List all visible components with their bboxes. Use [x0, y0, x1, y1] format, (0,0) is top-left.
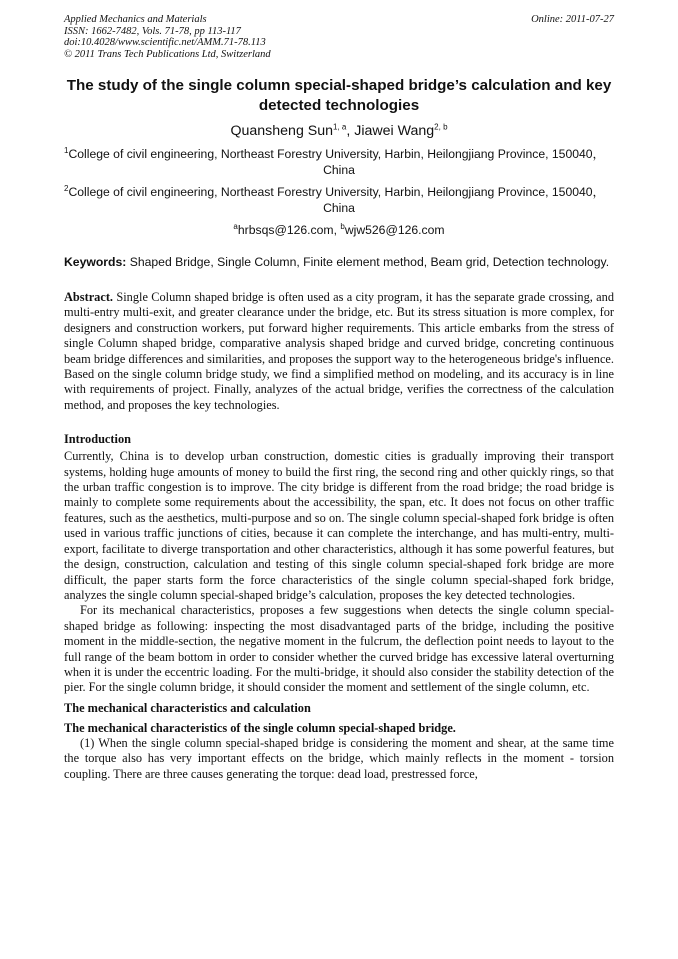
affiliation-2 — [64, 184, 614, 216]
email-b-marker: b — [340, 221, 345, 231]
keywords-text: Shaped Bridge, Single Column, Finite element method, Beam grid, Detection technology. — [126, 255, 610, 269]
journal-header — [64, 14, 614, 60]
author-line — [64, 122, 614, 140]
email-a-marker: a — [233, 221, 238, 231]
section-heading-mechanical: The mechanical characteristics and calculation — [64, 700, 311, 715]
affiliation-1 — [64, 146, 614, 178]
affiliation-1-text: College of civil engineering, Northeast Forestry University, Harbin, Heilongjiang Province, 150040， — [68, 147, 605, 161]
affiliation-2-country: China — [323, 201, 355, 215]
author-2-affiliation: 2, b — [434, 122, 448, 132]
issn-line: ISSN: 1662-7482, Vols. 71-78, pp 113-117 — [64, 25, 241, 37]
online-date: Online: 2011-07-27 — [531, 14, 614, 25]
abstract-text: Single Column shaped bridge is often used as a city program, it has the separate grade crossing, and multi-entry multi-exit, and greater clearance under the bridge, etc. But its stress situation is more complex, for designers and construction workers, put forward higher requirements. This article embarks from the stress of single Column shaped bridge, comparative analysis shaped bridge and curved bridge, concreting continuous beam bridge differences and similarities, and proposes the support way to the heterogeneous bridge's influence. Based on the single column bridge study, we find a simplified method on modeling, and its accuracy is in line with requirements of project. Finally, analyzes of the actual bridge, verifies the correctness of the calculation method, and proposes the key technologies. — [64, 290, 614, 412]
author-1-affiliation: 1, a — [333, 122, 347, 132]
keywords-label: Keywords: — [64, 255, 127, 269]
affiliation-1-country: China — [323, 163, 355, 177]
email-a[interactable]: hrbsqs@126.com, — [237, 223, 341, 237]
author-1: Quansheng Sun — [230, 123, 334, 139]
doi-line: doi:10.4028/www.scientific.net/AMM.71-78.113 — [64, 37, 266, 48]
journal-name: Applied Mechanics and Materials — [64, 14, 207, 25]
intro-paragraph-1: Currently, China is to develop urban construction, domestic cities is gradually improving their transport systems, holding huge amounts of money to build the first ring, the second ring and other quickly rings, so that the urban traffic congestion is to improve. The city bridge is different from the road bridge; the road bridge is mainly to complete some requirements about the accessibility, the span, etc. It does not focus on other traffic features, such as the aesthetics, multi-purpose and so on. The single column special-shaped fork bridge is often used in various traffic junctions of cities, because it can complete the interchange, and has multi-entry, multi-export, facilitate to diverge transportation and other characteristics, although it has some powerful features, but the design, construction, calculation and testing of this single column special-shaped fork bridge are more difficult, the paper starts form the force characteristics of the single column special-shaped fork bridge, analyzes the single column special-shaped bridge’s calculation, proposes the key detected technologies. — [64, 449, 614, 602]
paper-page — [64, 14, 614, 782]
affiliation-2-marker: 2 — [64, 183, 69, 193]
intro-paragraph-2: For its mechanical characteristics, proposes a few suggestions when detects the single column special-shaped bridge as following: inspecting the most disadvantaged parts of the bridge, including the positive moment in the middle-section, the negative moment in the fulcrum, the deflection point needs to layout to the full range of the beam bottom in order to consider whether the curved bridge has excessive lateral overturning when it is under the eccentric loading. For the multi-bridge, it should also consider the stability detection of the pier. For the single column bridge, it should consider the moment and settlement of the single column, etc. — [64, 603, 614, 695]
mechanical-paragraph-1: (1) When the single column special-shaped bridge is considering the moment and shear, at the same time the torque also has very important effects on the bridge, which mainly reflects in the moment - torsion coupling. There are three causes generating the torque: dead load, prestressed force, — [64, 735, 614, 781]
affiliation-2-text: College of civil engineering, Northeast Forestry University, Harbin, Heilongjiang Province, 150040， — [68, 185, 605, 199]
email-line — [64, 222, 614, 238]
copyright-line: © 2011 Trans Tech Publications Ltd, Switzerland — [64, 48, 271, 60]
email-b[interactable]: wjw526@126.com — [344, 223, 445, 237]
affiliation-1-marker: 1 — [64, 145, 69, 155]
keywords-block — [64, 255, 614, 270]
subsection-heading-mechanical: The mechanical characteristics of the single column special-shaped bridge. — [64, 720, 456, 735]
author-2: Jiawei Wang — [354, 123, 435, 139]
section-heading-introduction: Introduction — [64, 432, 131, 447]
author-separator: , — [346, 123, 355, 139]
abstract-label: Abstract. — [64, 290, 114, 304]
abstract-block — [64, 290, 614, 413]
paper-title: The study of the single column special-shaped bridge’s calculation and key detected technologies — [66, 77, 612, 114]
